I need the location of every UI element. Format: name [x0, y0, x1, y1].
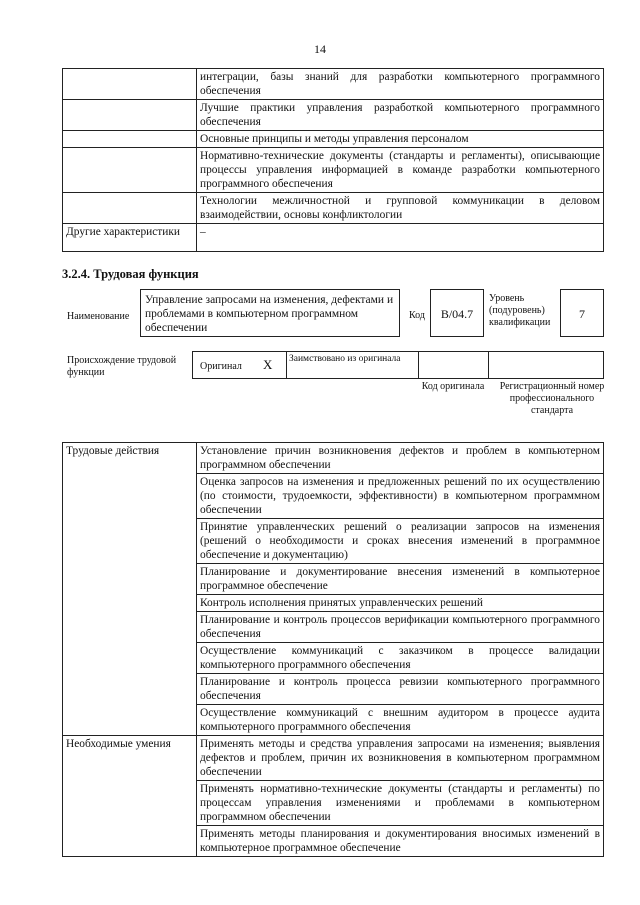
function-name-box: Управление запросами на изменения, дефектами и проблемами в компьютерном программном обеспечении: [140, 289, 400, 337]
skill-item: Применять методы и средства управления запросами на изменения; выявления дефектов и проблем, причин их возникновения в компьютерном программном обеспечении: [197, 736, 604, 781]
origin-original-cell: [193, 352, 287, 378]
code-label: Код: [409, 310, 425, 321]
action-item: Планирование и контроль процессов верификации компьютерного программного обеспечения: [197, 612, 604, 643]
skill-item: Применять методы планирования и документирования вносимых изменений в компьютерное программное обеспечение: [197, 826, 604, 857]
page-number: 14: [314, 42, 326, 56]
action-item: Планирование и документирование внесения изменений в компьютерное программное обеспечение: [197, 564, 604, 595]
original-mark: X: [263, 357, 273, 372]
action-item: Осуществление коммуникаций с внешним аудитором в процессе аудита компьютерного программного обеспечения: [197, 705, 604, 736]
code-original-caption: Код оригинала: [421, 381, 485, 392]
other-characteristics-label: Другие характеристики: [63, 224, 197, 252]
origin-code-cell: [418, 352, 489, 378]
borrowed-label: Заимствовано из оригинала: [289, 354, 401, 364]
origin-label: Происхождение трудовой функции: [67, 355, 177, 378]
level-label: Уровень (подуровень) квалификации: [489, 293, 551, 328]
knowledge-item: Лучшие практики управления разработкой компьютерного программного обеспечения: [197, 100, 604, 131]
origin-reg-cell: [488, 352, 603, 378]
function-code-box: B/04.7: [430, 289, 484, 337]
action-item: Оценка запросов на изменения и предложенных решений по их осуществлению (по стоимости, трудоемкости, эффективности) в компьютерном программном обеспечении: [197, 474, 604, 519]
action-item: Осуществление коммуникаций с заказчиком в процессе валидации компьютерного программного обеспечения: [197, 643, 604, 674]
knowledge-table: [62, 68, 604, 252]
origin-box: [192, 351, 604, 379]
name-label: Наименование: [67, 311, 130, 322]
knowledge-label-cell: [63, 69, 197, 100]
level-value-box: 7: [560, 289, 604, 337]
action-item: Контроль исполнения принятых управленческих решений: [197, 595, 604, 612]
function-table: [62, 442, 604, 857]
action-item: Принятие управленческих решений о реализации запросов на изменения (решений о необходимости и сроках внесения изменений в программное обеспечение и документацию): [197, 519, 604, 564]
original-label: Оригинал: [200, 361, 242, 372]
reg-number-caption: Регистрационный номер профессионального стандарта: [499, 381, 605, 416]
knowledge-item: Основные принципы и методы управления персоналом: [197, 131, 604, 148]
action-item: Планирование и контроль процесса ревизии компьютерного программного обеспечения: [197, 674, 604, 705]
section-title: 3.2.4. Трудовая функция: [62, 267, 199, 281]
knowledge-item: Нормативно-технические документы (стандарты и регламенты), описывающие процессы управления информацией в команде разработки компьютерного программного обеспечения: [197, 148, 604, 193]
origin-borrowed-cell: [286, 352, 419, 378]
skills-label: Необходимые умения: [63, 736, 197, 857]
other-characteristics-value: –: [197, 224, 604, 252]
action-item: Установление причин возникновения дефектов и проблем в компьютерном программном обеспечении: [197, 443, 604, 474]
knowledge-label-cell: [63, 148, 197, 193]
knowledge-item: Технологии межличностной и групповой коммуникации в деловом взаимодействии, основы конфликтологии: [197, 193, 604, 224]
knowledge-label-cell: [63, 100, 197, 131]
knowledge-label-cell: [63, 193, 197, 224]
skill-item: Применять нормативно-технические документы (стандарты и регламенты) по процессам управления изменениями и проблемами в компьютерном программном обеспечении: [197, 781, 604, 826]
actions-label: Трудовые действия: [63, 443, 197, 736]
knowledge-item: интеграции, базы знаний для разработки компьютерного программного обеспечения: [197, 69, 604, 100]
knowledge-label-cell: [63, 131, 197, 148]
